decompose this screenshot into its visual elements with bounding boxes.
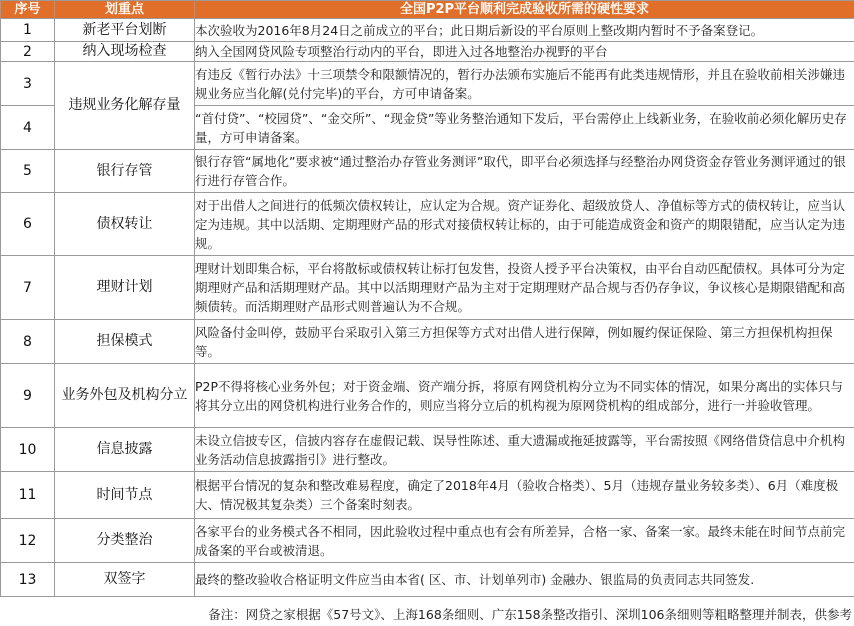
row-topic: 时间节点: [55, 472, 195, 519]
row-requirement: P2P不得将核心业务外包；对于资金端、资产端分拆，将原有网贷机构分立为不同实体的情况，如果分离出的实体只与将其分立出的网贷机构进行业务合作的，则应当将分立后的机构视为原网贷机构的组成部分，进行一并验收管理。: [195, 364, 854, 428]
row-topic: 理财计划: [55, 256, 195, 320]
row-num: 5: [1, 150, 55, 193]
table-row: [1, 563, 854, 597]
table-row: [1, 364, 854, 428]
row-num: 11: [1, 472, 55, 519]
row-requirement: 银行存管“属地化”要求被“通过整治办存管业务测评”取代，即平台必须选择与经整治办网贷资金存管业务测评通过的银行进行存管合作。: [195, 150, 854, 193]
row-num: 2: [1, 42, 55, 62]
header-requirement: 全国P2P平台顺利完成验收所需的硬性要求: [195, 1, 854, 19]
row-requirement: 对于出借人之间进行的低频次债权转让，应认定为合规。资产证券化、超级放贷人、净值标等方式的债权转让，应当认定为违规。其中以活期、定期理财产品的形式对接债权转让标的，由于可能造成资金和资产的期限错配，应当认定为违规。: [195, 193, 854, 256]
footer-note: 备注：网贷之家根据《57号文》、上海168条细则、广东158条整改指引、深圳106条细则等粗略整理并制表，供参考: [208, 607, 852, 622]
row-requirement: 最终的整改验收合格证明文件应当由本省( 区、市、计划单列市) 金融办、银监局的负责同志共同签发.: [195, 563, 854, 597]
row-num: 8: [1, 320, 55, 364]
row-requirement: 根据平台情况的复杂和整改难易程度，确定了2018年4月（验收合格类）、5月（违规存量业务较多类）、6月（难度极大、情况极其复杂类）三个备案时刻表。: [195, 472, 854, 519]
row-requirement: 有违反《暂行办法》十三项禁令和限额情况的，暂行办法颁布实施后不能再有此类违规情形，并且在验收前相关涉嫌违规业务应当化解(兑付完毕)的平台，方可申请备案。: [195, 62, 854, 106]
row-requirement: 理财计划即集合标，平台将散标或债权转让标打包发售，投资人授予平台决策权，由平台自动匹配债权。具体可分为定期理财产品和活期理财产品。其中以活期理财产品为主对于定期理财产品合规与否仍存争议，争议核心是期限错配和高频债转。而活期理财产品形式则普遍认为不合规。: [195, 256, 854, 320]
row-topic: 双签字: [55, 563, 195, 597]
row-requirement: 本次验收为2016年8月24日之前成立的平台；此日期后新设的平台原则上整改期内暂时不予备案登记。: [195, 19, 854, 42]
table-row: [1, 320, 854, 364]
row-num: 6: [1, 193, 55, 256]
row-topic: 业务外包及机构分立: [55, 364, 195, 428]
row-requirement: 风险备付金叫停，鼓励平台采取引入第三方担保等方式对出借人进行保障，例如履约保证保险、第三方担保机构担保等。: [195, 320, 854, 364]
row-topic: 担保模式: [55, 320, 195, 364]
row-num: 10: [1, 428, 55, 472]
row-topic: 分类整治: [55, 519, 195, 563]
table-row: [1, 472, 854, 519]
row-topic: 债权转让: [55, 193, 195, 256]
table-header-row: [1, 1, 854, 19]
row-num: 7: [1, 256, 55, 320]
table-row: [1, 62, 854, 106]
header-num: 序号: [1, 1, 55, 19]
row-requirement: “首付贷”、“校园贷”、“金交所”、“现金贷”等业务整治通知下发后，平台需停止上线新业务，在验收前必须化解历史存量，方可申请备案。: [195, 106, 854, 150]
row-requirement: 未设立信披专区，信披内容存在虚假记载、误导性陈述、重大遗漏或拖延披露等，平台需按照《网络借贷信息中介机构业务活动信息披露指引》进行整改。: [195, 428, 854, 472]
row-topic: 纳入现场检查: [55, 42, 195, 62]
table-row: [1, 19, 854, 42]
row-topic: 新老平台划断: [55, 19, 195, 42]
table-row: [1, 428, 854, 472]
row-num: 1: [1, 19, 55, 42]
row-requirement: 纳入全国网贷风险专项整治行动内的平台，即进入过各地整治办视野的平台: [195, 42, 854, 62]
table-row: [1, 150, 854, 193]
table-row: [1, 193, 854, 256]
row-topic: 信息披露: [55, 428, 195, 472]
row-num: 4: [1, 106, 55, 150]
row-num: 3: [1, 62, 55, 106]
row-requirement: 各家平台的业务模式各不相同，因此验收过程中重点也有会有所差异，合格一家、备案一家。最终未能在时间节点前完成备案的平台或被清退。: [195, 519, 854, 563]
table-row: [1, 42, 854, 62]
table-row: [1, 256, 854, 320]
header-topic: 划重点: [55, 1, 195, 19]
row-num: 13: [1, 563, 55, 597]
row-topic: 违规业务化解存量: [55, 62, 195, 150]
row-num: 9: [1, 364, 55, 428]
table-row: [1, 519, 854, 563]
row-topic: 银行存管: [55, 150, 195, 193]
row-num: 12: [1, 519, 55, 563]
